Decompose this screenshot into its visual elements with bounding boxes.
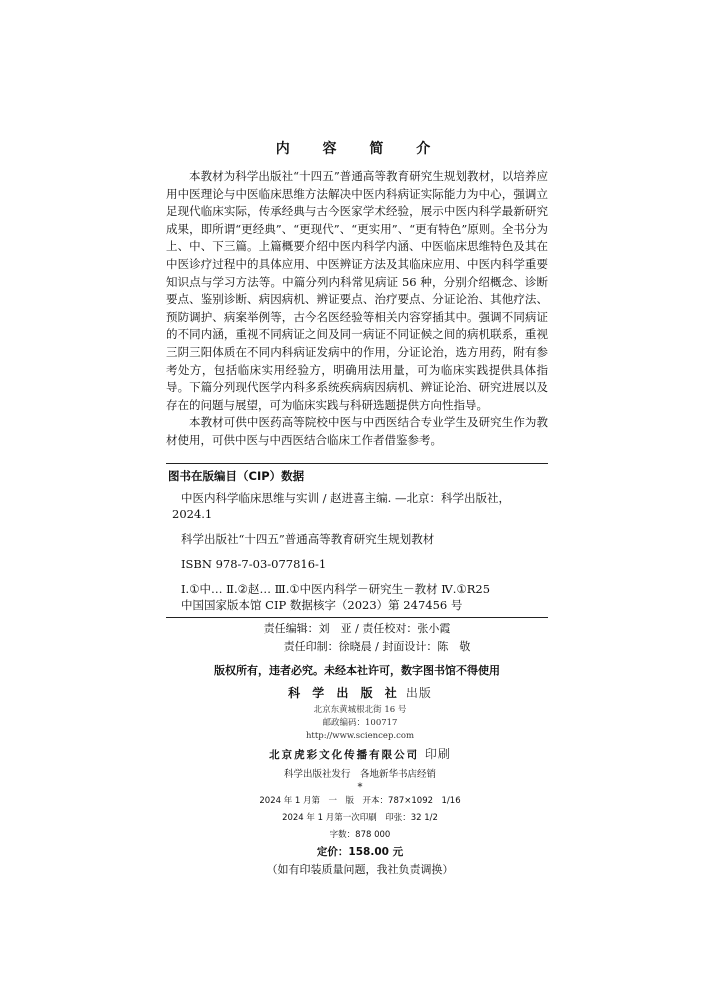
publisher-url: http://www.sciencep.com <box>305 731 415 741</box>
cip-isbn: ISBN 978-7-03-077816-1 <box>181 557 327 571</box>
summary-paragraph: 本教材可供中医药高等院校中医与中西医结合专业学生及研究生作为教材使用，可供中医与中西医结合临床工作者借鉴参考。 <box>166 415 548 447</box>
printer-role: 印刷 <box>424 747 451 761</box>
cip-line: 2024.1 <box>172 507 213 521</box>
summary-paragraph: 本教材为科学出版社“十四五”普通高等教育研究生规划教材，以培养应用中医理论与中医临床思维方法解决中医内科病证实际能力为中心，强调立足现代临床实际，传承经典与古今医家学术经验，展示中医内科学最新研究成果，即所谓“更经典”、“更现代”、“更实用”、“更有特色”原则。全书分为上、中、下三篇。上篇概要介绍中医内科学内涵、中医临床思维特色及其在中医诊疗过程中的具体应用、中医辨证方法及其临床应用、中医内科学重要知识点与学习方法等。中篇分列内科常见病证 56 种，分别介绍概念、诊断要点、鉴别诊断、病因病机、辨证要点、治疗要点、分证论治、其他疗法、预防调护、病案举例等，古今名医经验等相关内容穿插其中。强调不同病证的不同内涵，重视不同病证之间及同一病证不同证候之间的病机联系，重视三阴三阳体质在不同内科病证发病中的作用，分证论治，选方用药，附有参考处方，包括临床实用经验方，明确用法用量，可为临床实践提供具体指导。下篇分列现代医学内科多系统疾病病因病机、辨证论治、研究进展以及存在的问题与展望，可为临床实践与科研选题提供方向性指导。 <box>166 169 548 412</box>
copyright-notice: 版权所有，违者必究。未经本社许可，数字图书馆不得使用 <box>214 664 500 677</box>
edition-info: 2024 年 1 月第 一 版 开本：787×1092 1/16 <box>259 796 461 806</box>
publisher-postcode: 邮政编码：100717 <box>322 718 398 728</box>
cip-line: 中医内科学临床思维与实训 / 赵进喜主编. —北京：科学出版社， <box>181 491 510 505</box>
summary-title: 内 容 简 介 <box>275 141 445 157</box>
separator-star: * <box>357 782 363 793</box>
distribution: 科学出版社发行 各地新华书店经销 <box>283 769 436 780</box>
publisher-address: 北京东黄城根北街 16 号 <box>313 705 407 715</box>
cip-classification: Ⅰ.①中… Ⅱ.②赵… Ⅲ.①中医内科学－研究生－教材 Ⅳ.①R25 <box>181 582 491 596</box>
cip-block <box>166 463 548 678</box>
price: 定价：158.00 元 <box>316 846 404 858</box>
staff-line: 责任印制：徐晓晨 / 封面设计：陈 敬 <box>283 640 471 653</box>
publisher-name: 科 学 出 版 社 <box>288 686 401 700</box>
cip-line: 科学出版社“十四五”普通高等教育研究生规划教材 <box>181 532 435 546</box>
divider <box>166 463 548 464</box>
staff-credits <box>166 620 548 656</box>
quality-note: （如有印装质量问题，我社负责调换） <box>266 863 454 876</box>
cip-title: 图书在版编目（CIP）数据 <box>168 469 305 483</box>
staff-line: 责任编辑：刘 亚 / 责任校对：张小霞 <box>263 622 451 635</box>
cip-number: 中国国家版本馆 CIP 数据核字（2023）第 247456 号 <box>181 598 463 612</box>
wordcount-info: 字数：878 000 <box>329 830 391 840</box>
printing-info: 2024 年 1 月第一次印刷 印张：32 1/2 <box>282 813 438 823</box>
printer-name: 北京虎彩文化传播有限公司 <box>269 749 420 761</box>
publisher-block <box>0 682 720 877</box>
summary-section <box>166 168 548 450</box>
divider <box>166 617 548 618</box>
publisher-role: 出版 <box>405 686 432 700</box>
